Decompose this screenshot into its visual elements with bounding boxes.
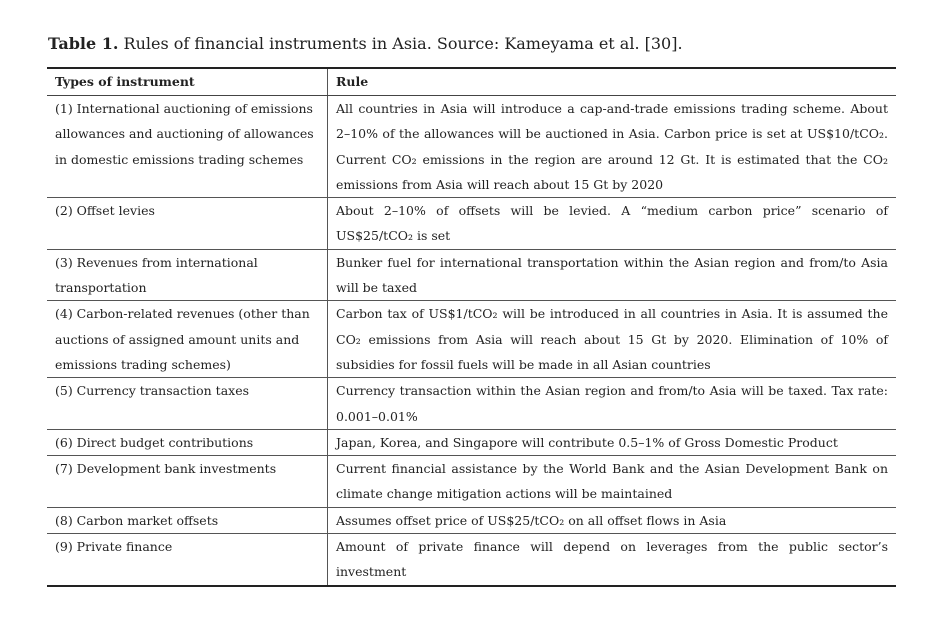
rule-cell: Bunker fuel for international transportation within the Asian region and from/to Asia will be taxed [328, 249, 897, 301]
table-row [47, 507, 896, 533]
caption-text: Rules of financial instruments in Asia. Source: Kameyama et al. [30]. [118, 34, 683, 53]
instrument-type-cell: (7) Development bank investments [47, 456, 328, 508]
table-row [47, 534, 896, 586]
instrument-type-cell: (8) Carbon market offsets [47, 507, 328, 533]
table-row [47, 378, 896, 430]
instrument-type-cell: (9) Private finance [47, 534, 328, 586]
table-row [47, 249, 896, 301]
rule-cell: Currency transaction within the Asian region and from/to Asia will be taxed. Tax rate: 0.001–0.01% [328, 378, 897, 430]
table-row [47, 456, 896, 508]
rule-cell: Current financial assistance by the World Bank and the Asian Development Bank on climate change mitigation actions will be maintained [328, 456, 897, 508]
rule-cell: Assumes offset price of US$25/tCO₂ on all offset flows in Asia [328, 507, 897, 533]
caption-label: Table 1. [48, 34, 119, 53]
rule-cell: All countries in Asia will introduce a cap-and-trade emissions trading scheme. About 2–10% of the allowances will be auctioned in Asia. Carbon price is set at US$10/tCO₂. Current CO₂ emissions in the region are around 12 Gt. It is estimated that the CO₂ emissions from Asia will reach about 15 Gt by 2020 [336, 101, 888, 192]
table-row [47, 429, 896, 455]
rule-cell: Carbon tax of US$1/tCO₂ will be introduced in all countries in Asia. It is assumed the CO₂ emissions from Asia will reach about 15 Gt by 2020. Elimination of 10% of subsidies for fossil fuels will be made in all Asian countries [328, 301, 897, 378]
table-row [47, 96, 896, 198]
instrument-type-cell: (1) International auctioning of emissions allowances and auctioning of allowances in domestic emissions trading schemes [47, 96, 328, 198]
table-row [47, 198, 896, 250]
instrument-type-cell: (6) Direct budget contributions [47, 429, 328, 455]
table-caption [48, 34, 683, 53]
instruments-table [47, 67, 896, 587]
instrument-type-cell: (3) Revenues from international transportation [47, 249, 328, 301]
instrument-type-cell: (4) Carbon-related revenues (other than auctions of assigned amount units and emissions trading schemes) [47, 301, 328, 378]
instrument-type-cell: (5) Currency transaction taxes [47, 378, 328, 430]
rule-cell: Amount of private finance will depend on leverages from the public sector’s investment [328, 534, 897, 586]
table-header-row [47, 68, 896, 96]
header-rule: Rule [328, 68, 897, 96]
table-row [47, 301, 896, 378]
header-types-of-instrument: Types of instrument [47, 68, 328, 96]
rule-cell: Japan, Korea, and Singapore will contribute 0.5–1% of Gross Domestic Product [328, 429, 897, 455]
rule-cell: About 2–10% of offsets will be levied. A “medium carbon price” scenario of US$25/tCO₂ is set [328, 198, 897, 250]
instrument-type-cell: (2) Offset levies [47, 198, 328, 250]
